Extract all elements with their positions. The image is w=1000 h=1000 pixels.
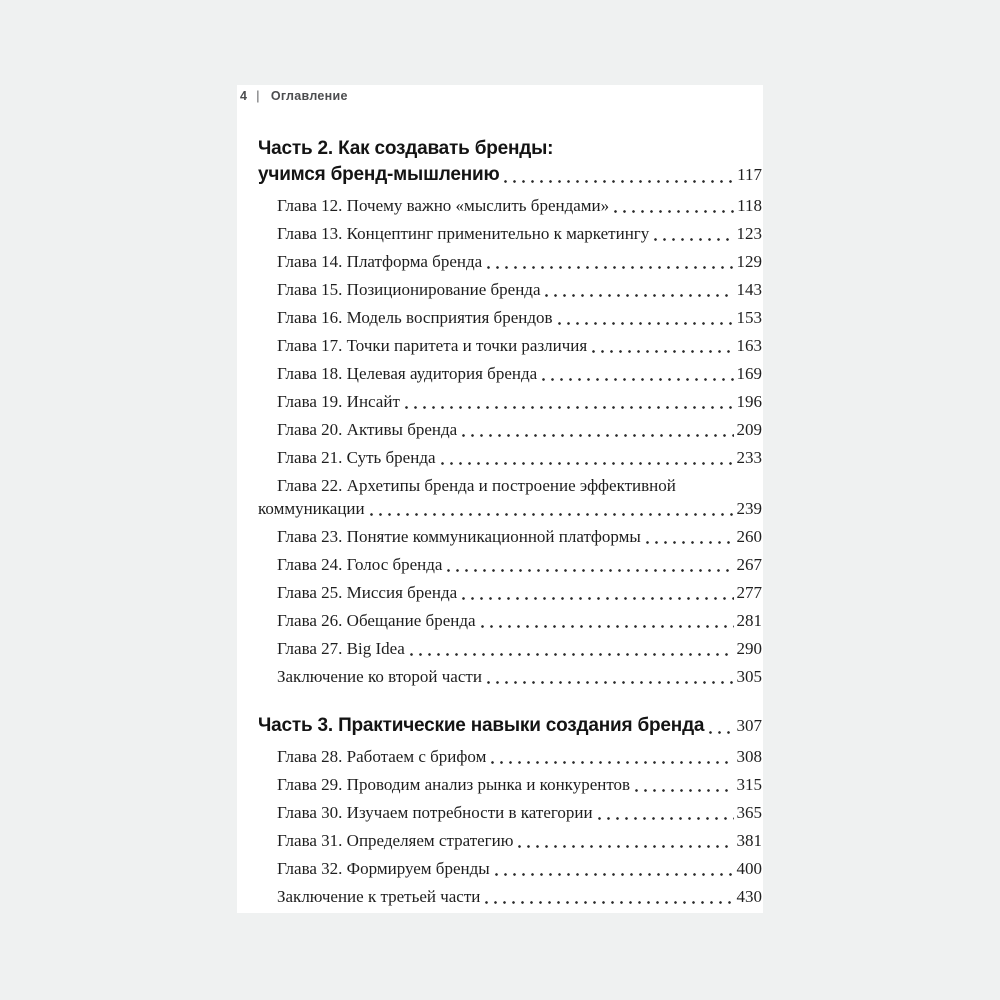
dot-leader	[484, 665, 734, 688]
book-page	[237, 85, 763, 913]
header-page-number: 4	[240, 89, 248, 103]
part-heading-row	[258, 713, 762, 739]
entry-row	[258, 637, 762, 660]
dot-leader	[459, 418, 733, 441]
entry-page-number: 308	[736, 747, 762, 766]
part-heading-row	[258, 162, 762, 188]
dot-leader	[482, 885, 733, 908]
dot-leader	[459, 581, 733, 604]
dot-leader	[402, 390, 734, 413]
entry-page-number: 305	[736, 667, 762, 686]
part-title-last-line: учимся бренд-мышлению	[258, 164, 500, 185]
toc-entry	[258, 665, 762, 688]
toc-entry	[258, 362, 762, 385]
entry-page-number: 123	[736, 224, 762, 243]
entry-row	[258, 829, 762, 852]
toc-section	[258, 136, 762, 688]
dot-leader	[407, 637, 734, 660]
toc-entry	[258, 306, 762, 329]
entry-page-number: 209	[736, 420, 762, 439]
entry-page-number: 381	[736, 831, 762, 850]
entry-page-number: 129	[736, 252, 762, 271]
dot-leader	[367, 497, 734, 520]
dot-leader	[555, 306, 734, 329]
entry-page-number: 118	[737, 196, 762, 215]
toc-entry	[258, 446, 762, 469]
toc-section	[258, 713, 762, 908]
toc-entry	[258, 334, 762, 357]
dot-leader	[611, 194, 734, 217]
entry-title: Глава 27. Big Idea	[277, 639, 405, 658]
entry-title: коммуникации	[258, 499, 365, 518]
entry-title: Глава 17. Точки паритета и точки различия	[277, 336, 588, 355]
entry-title: Глава 20. Активы бренда	[277, 420, 458, 439]
toc	[258, 136, 762, 913]
toc-entry	[258, 857, 762, 880]
entry-row	[258, 362, 762, 385]
entry-title: Глава 14. Платформа бренда	[277, 252, 483, 271]
entry-title: Глава 12. Почему важно «мыслить брендами»	[277, 196, 610, 215]
part-page-number: 117	[737, 165, 762, 184]
entry-row	[258, 745, 762, 768]
running-header	[240, 89, 348, 103]
entry-row	[258, 334, 762, 357]
entry-title: Глава 28. Работаем с брифом	[277, 747, 487, 766]
toc-entry	[258, 773, 762, 796]
toc-entry	[258, 801, 762, 824]
entry-row	[258, 390, 762, 413]
entry-title: Глава 18. Целевая аудитория бренда	[277, 364, 538, 383]
dot-leader	[643, 525, 734, 548]
entry-row	[258, 525, 762, 548]
toc-entry	[258, 278, 762, 301]
entry-page-number: 260	[736, 527, 762, 546]
entry-page-number: 233	[736, 448, 762, 467]
toc-entry	[258, 609, 762, 632]
toc-entry	[258, 829, 762, 852]
part-page-number: 307	[736, 716, 762, 735]
entry-title: Глава 21. Суть бренда	[277, 448, 436, 467]
entry-page-number: 239	[736, 499, 762, 518]
dot-leader	[542, 278, 733, 301]
entry-page-number: 196	[736, 392, 762, 411]
dot-leader	[589, 334, 733, 357]
entry-title: Глава 16. Модель восприятия брендов	[277, 308, 553, 327]
entry-title: Глава 19. Инсайт	[277, 392, 400, 411]
entry-row	[258, 250, 762, 273]
entry-row	[258, 194, 762, 217]
entry-row	[258, 801, 762, 824]
entry-title: Глава 24. Голос бренда	[277, 555, 443, 574]
entry-row	[258, 418, 762, 441]
toc-entry	[258, 745, 762, 768]
part-title-line1: Часть 2. Как создавать бренды:	[258, 138, 554, 159]
toc-entry	[258, 525, 762, 548]
entry-page-number: 400	[736, 859, 762, 878]
toc-entry	[258, 474, 762, 520]
entry-row	[258, 306, 762, 329]
toc-entry	[258, 885, 762, 908]
entry-page-number: 430	[736, 887, 762, 906]
dot-leader	[595, 801, 734, 824]
toc-entry	[258, 581, 762, 604]
entry-row	[258, 497, 762, 520]
entry-row	[258, 553, 762, 576]
entry-title: Глава 29. Проводим анализ рынка и конкурентов	[277, 775, 631, 794]
entry-row	[258, 885, 762, 908]
entry-row	[258, 446, 762, 469]
dot-leader	[651, 222, 733, 245]
entry-page-number: 277	[736, 583, 762, 602]
entry-title: Глава 23. Понятие коммуникационной платформы	[277, 527, 641, 546]
entry-title: Глава 13. Концептинг применительно к маркетингу	[277, 224, 650, 243]
part-title-last-line: Часть 3. Практические навыки создания бренда	[258, 715, 705, 736]
entry-title: Глава 26. Обещание бренда	[277, 611, 476, 630]
entry-title: Глава 32. Формируем бренды	[277, 859, 490, 878]
entry-row	[258, 278, 762, 301]
dot-leader	[438, 446, 734, 469]
entry-title: Глава 31. Определяем стратегию	[277, 831, 514, 850]
entry-title: Заключение ко второй части	[277, 667, 482, 686]
entry-title: Глава 30. Изучаем потребности в категории	[277, 803, 593, 822]
dot-leader	[492, 857, 734, 880]
toc-entry	[258, 637, 762, 660]
dot-leader	[478, 609, 734, 632]
entry-row	[258, 665, 762, 688]
chapter-list	[258, 194, 762, 688]
chapter-list	[258, 745, 762, 908]
toc-entry	[258, 222, 762, 245]
dot-leader	[484, 250, 733, 273]
entry-page-number: 281	[736, 611, 762, 630]
entry-page-number: 290	[736, 639, 762, 658]
toc-entry	[258, 390, 762, 413]
entry-first-line: Глава 22. Архетипы бренда и построение эффективной	[277, 476, 676, 495]
entry-row	[258, 857, 762, 880]
entry-page-number: 267	[736, 555, 762, 574]
entry-row	[258, 222, 762, 245]
entry-page-number: 143	[736, 280, 762, 299]
entry-row	[258, 773, 762, 796]
dot-leader	[515, 829, 733, 852]
toc-entry	[258, 553, 762, 576]
entry-page-number: 153	[736, 308, 762, 327]
toc-entry	[258, 250, 762, 273]
entry-title: Заключение к третьей части	[277, 887, 481, 906]
entry-page-number: 169	[736, 364, 762, 383]
header-title: Оглавление	[270, 89, 348, 103]
entry-row	[258, 609, 762, 632]
dot-leader	[706, 713, 733, 739]
entry-page-number: 163	[736, 336, 762, 355]
header-separator: |	[256, 89, 260, 103]
dot-leader	[488, 745, 733, 768]
dot-leader	[501, 162, 734, 188]
entry-page-number: 315	[736, 775, 762, 794]
dot-leader	[632, 773, 733, 796]
toc-entry	[258, 418, 762, 441]
dot-leader	[539, 362, 733, 385]
dot-leader	[444, 553, 733, 576]
entry-row	[258, 581, 762, 604]
entry-page-number: 365	[736, 803, 762, 822]
entry-title: Глава 15. Позиционирование бренда	[277, 280, 541, 299]
entry-title: Глава 25. Миссия бренда	[277, 583, 458, 602]
toc-entry	[258, 194, 762, 217]
